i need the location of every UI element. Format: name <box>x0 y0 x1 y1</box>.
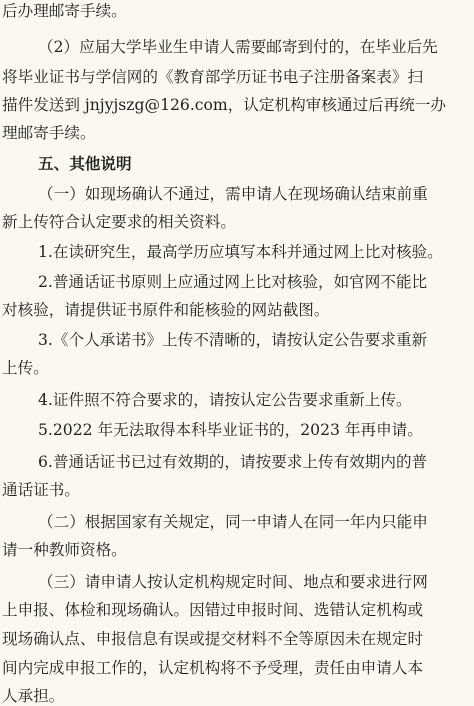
text-line: 2.普通话证书原则上应通过网上比对核验，如官网不能比 <box>38 273 428 291</box>
text-line: 现场确认点、申报信息有误或提交材料不全等原因未在规定时 <box>2 630 424 648</box>
text-line: 描件发送到 jnjyjszg@126.com，认定机构审核通过后再统一办 <box>2 96 447 114</box>
text-line: （一）如现场确认不通过，需申请人在现场确认结束前重 <box>38 185 428 203</box>
text-line: 理邮寄手续。 <box>2 124 96 142</box>
text-line: 将毕业证书与学信网的《教育部学历证书电子注册备案表》扫 <box>2 68 424 86</box>
text-line: 3.《个人承诺书》上传不清晰的，请按认定公告要求重新 <box>38 331 428 349</box>
text-line: 间内完成申报工作的，认定机构将不予受理，责任由申请人本 <box>2 659 424 677</box>
text-line: （二）根据国家有关规定，同一申请人在同一年内只能申 <box>38 513 428 531</box>
text-line: 人承担。 <box>2 687 65 705</box>
text-line: 4.证件照不符合要求的，请按认定公告要求重新上传。 <box>38 391 412 409</box>
text-line: （三）请申请人按认定机构规定时间、地点和要求进行网 <box>38 573 428 591</box>
text-line: 上申报、体检和现场确认。因错过申报时间、选错认定机构或 <box>2 601 424 619</box>
text-line: 后办理邮寄手续。 <box>2 2 127 20</box>
section-heading: 五、其他说明 <box>38 155 132 173</box>
text-line: 上传。 <box>2 359 49 377</box>
text-line: 通话证书。 <box>2 481 80 499</box>
text-line: 新上传符合认定要求的相关资料。 <box>2 213 236 231</box>
text-line: 1.在读研究生，最高学历应填写本科并通过网上比对核验。 <box>38 243 443 261</box>
text-line: 请一种教师资格。 <box>2 541 127 559</box>
text-line: 对核验，请提供证书原件和能核验的网站截图。 <box>2 301 330 319</box>
text-line: （2）应届大学毕业生申请人需要邮寄到付的，在毕业后先 <box>38 38 438 56</box>
text-line: 5.2022 年无法取得本科毕业证书的，2023 年再申请。 <box>38 421 423 439</box>
text-line: 6.普通话证书已过有效期的，请按要求上传有效期内的普 <box>38 453 428 471</box>
